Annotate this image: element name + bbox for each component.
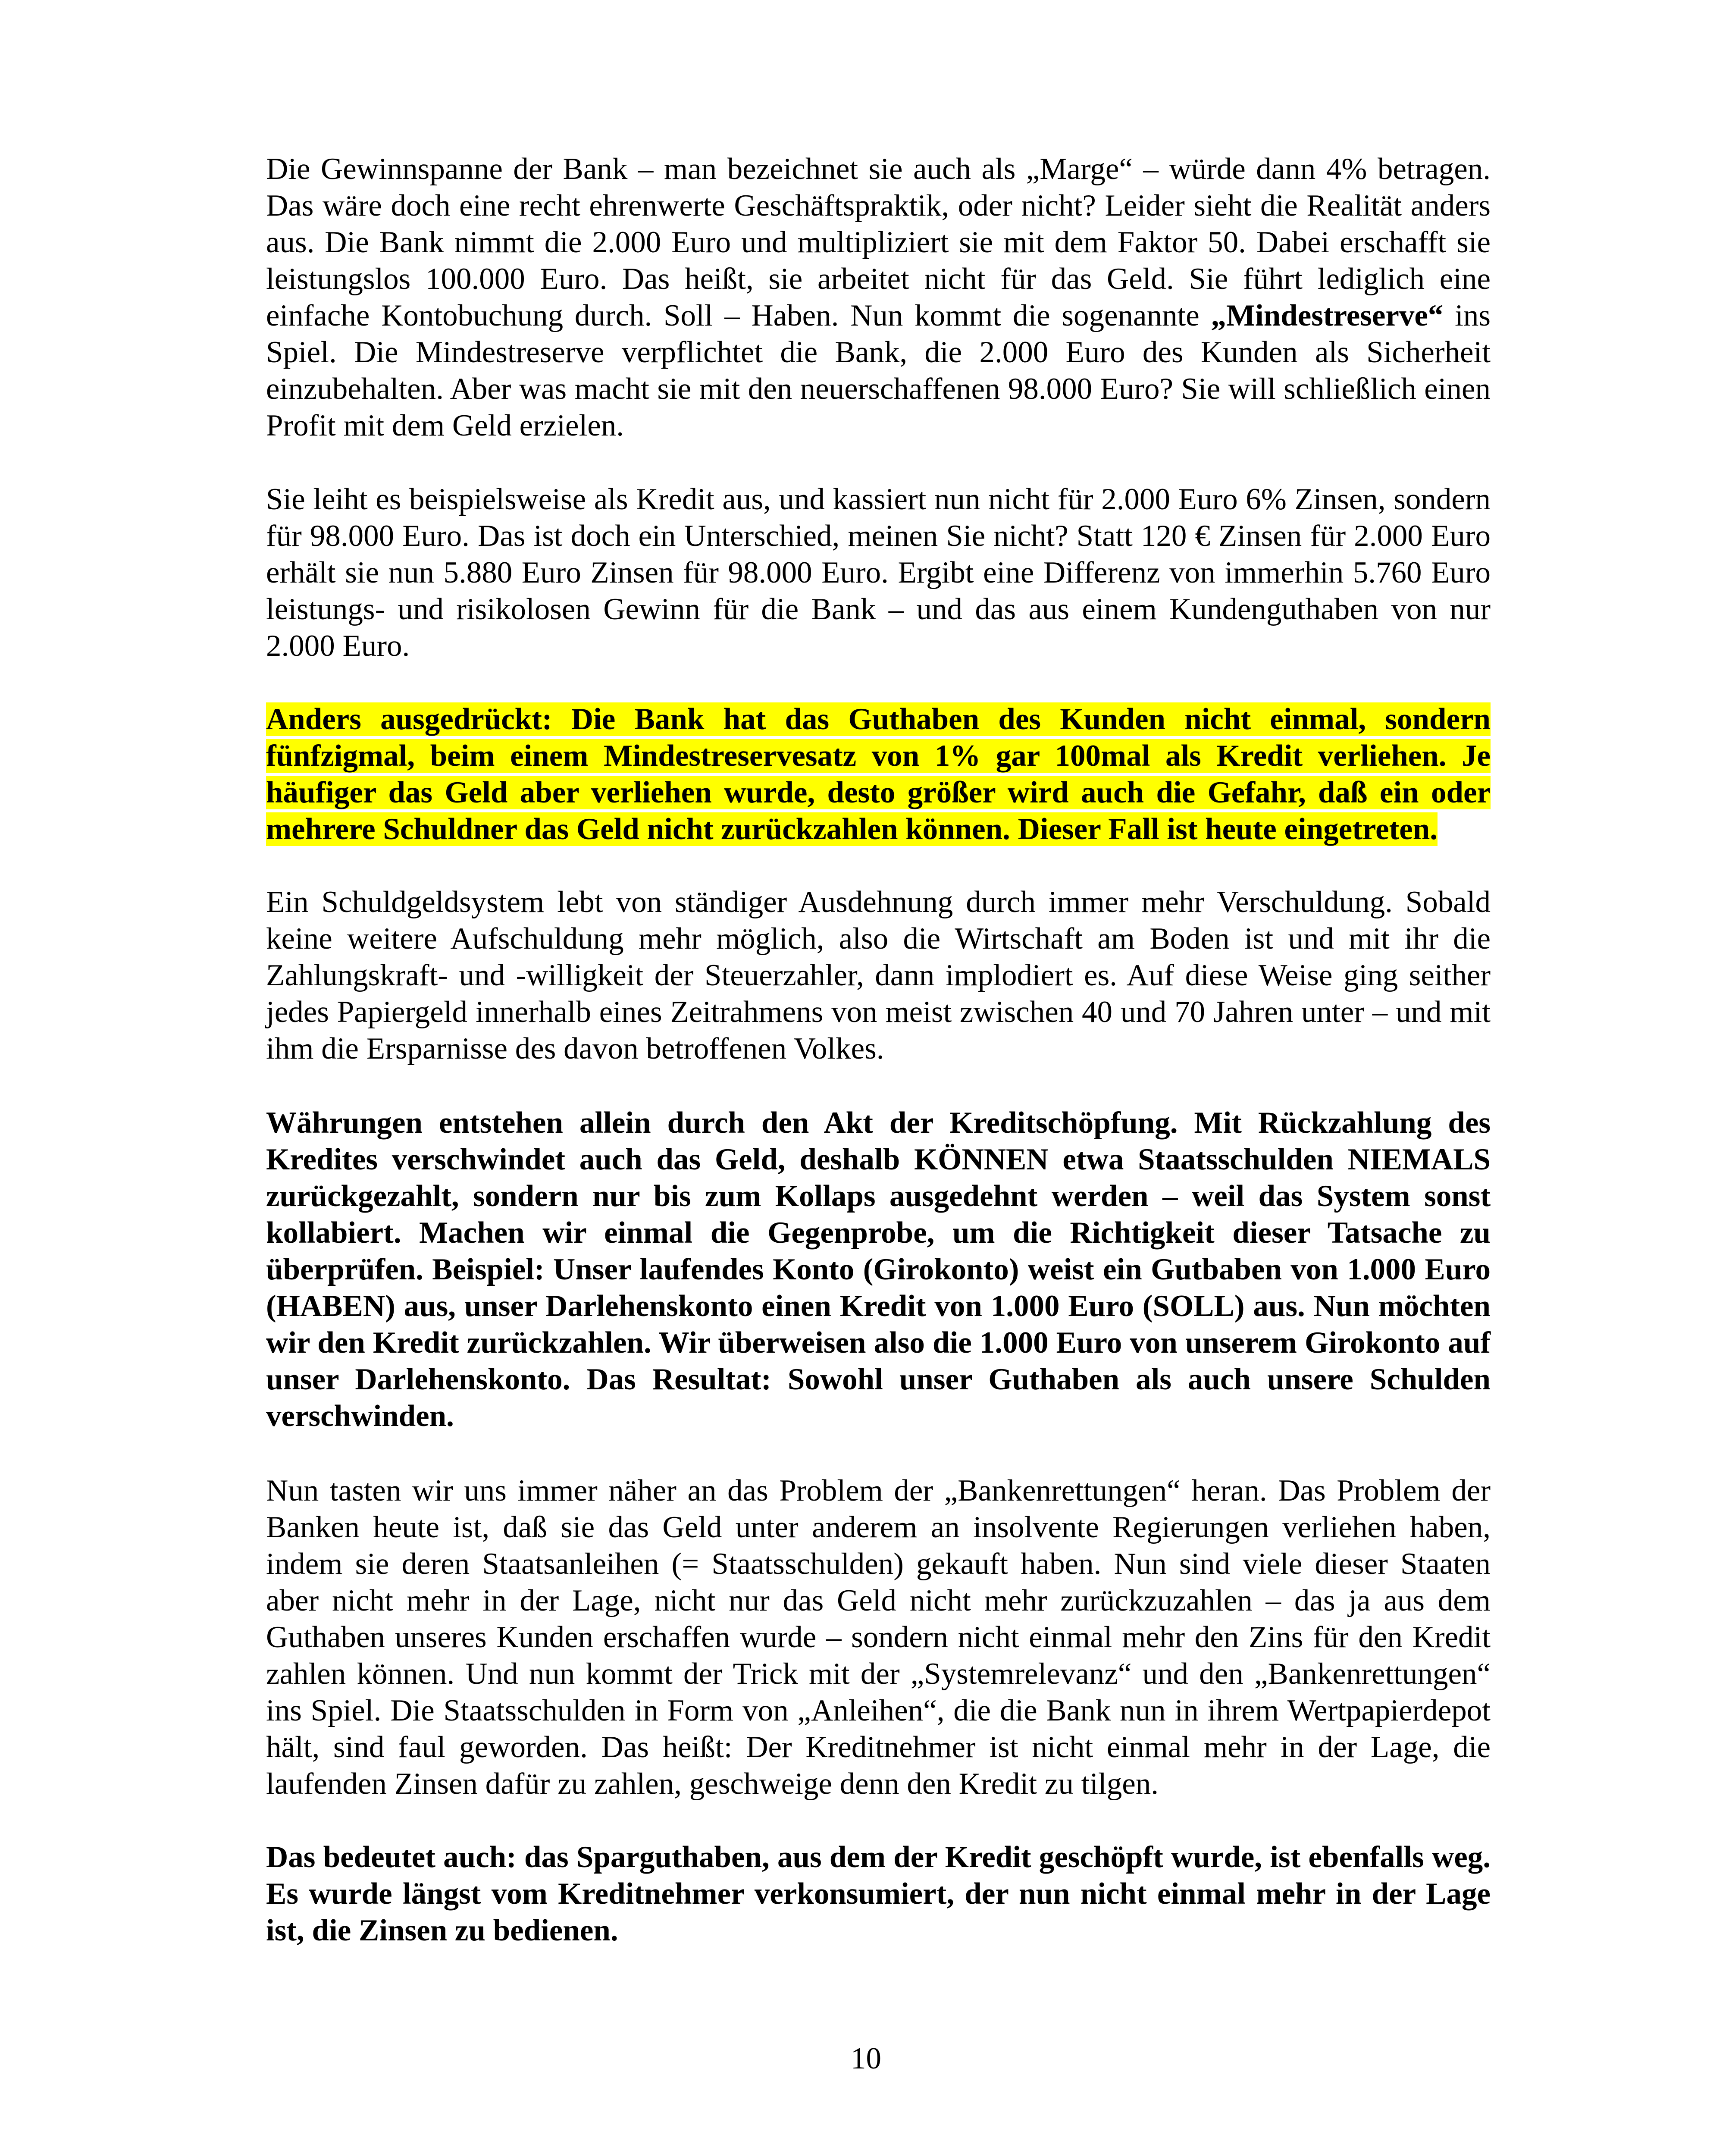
paragraph-text: Das bedeutet auch: das Sparguthaben, aus dem der Kredit geschöpft wurde, ist ebenfalls weg. Es wurde längst vom Kreditnehmer verkonsumiert, der nun nicht einmal mehr in der Lage ist, die Zinsen zu bedienen.: [266, 1840, 1491, 1947]
paragraph-kredit: [266, 481, 1491, 664]
paragraph-text: Währungen entstehen allein durch den Akt der Kreditschöpfung. Mit Rückzahlung des Kredites verschwindet auch das Geld, deshalb KÖNNEN etwa Staatsschulden NIEMALS zurückgezahlt, sondern nur bis zum Kollaps ausgedehnt werden – weil das System sonst kollabiert. Machen wir einmal die Gegenprobe, um die Richtigkeit dieser Tatsache zu überprüfen. Beispiel: Unser laufendes Konto (Girokonto) weist ein Gutbaben von 1.000 Euro (HABEN) aus, unser Darlehenskonto einen Kredit von 1.000 Euro (SOLL) aus. Nun möchten wir den Kredit zurückzahlen. Wir überweisen also die 1.000 Euro von unserem Girokonto auf unser Darlehenskonto. Das Resultat: Sowohl unser Guthaben als auch unsere Schulden verschwinden.: [266, 1106, 1491, 1433]
paragraph-waehrungen: [266, 1105, 1491, 1435]
page-number: 10: [851, 2042, 881, 2075]
paragraph-text: Ein Schuldgeldsystem lebt von ständiger Ausdehnung durch immer mehr Verschuldung. Sobald keine weitere Aufschuldung mehr möglich, also die Wirtschaft am Boden ist und mit ihr die Zahlungskraft- und -willigkeit der Steuerzahler, dann implodiert es. Auf diese Weise ging seither jedes Papiergeld innerhalb eines Zeitrahmens von meist zwischen 40 und 70 Jahren unter – und mit ihm die Ersparnisse des davon betroffenen Volkes.: [266, 885, 1491, 1065]
highlighted-text: Anders ausgedrückt: Die Bank hat das Guthaben des Kunden nicht einmal, sondern fünfzigmal, beim einem Mindestreservesatz von 1% gar 100mal als Kredit verliehen. Je häufiger das Geld aber verliehen wurde, desto größer wird auch die Gefahr, daß ein oder mehrere Schuldner das Geld nicht zurückzahlen können. Dieser Fall ist heute eingetreten.: [266, 702, 1491, 846]
paragraph-text: Sie leiht es beispielsweise als Kredit aus, und kassiert nun nicht für 2.000 Euro 6% Zinsen, sondern für 98.000 Euro. Das ist doch ein Unterschied, meinen Sie nicht? Statt 120 € Zinsen für 2.000 Euro erhält sie nun 5.880 Euro Zinsen für 98.000 Euro. Ergibt eine Differenz von immerhin 5.760 Euro leistungs- und risikolosen Gewinn für die Bank – und das aus einem Kundenguthaben von nur 2.000 Euro.: [266, 483, 1491, 663]
paragraph-schuldgeldsystem: [266, 884, 1491, 1067]
paragraph-highlighted: [266, 701, 1491, 848]
paragraph-sparguthaben: [266, 1839, 1491, 1949]
paragraph-text: ins Spiel. Die Mindestreserve verpflichtet die Bank, die 2.000 Euro des Kunden als Sicherheit einzubehalten. Aber was macht sie mit den neuerschaffenen 98.000 Euro? Sie will schließlich einen Profit mit dem Geld erzielen.: [266, 299, 1491, 442]
paragraph-bankenrettungen: [266, 1473, 1491, 1802]
paragraph-text: Nun tasten wir uns immer näher an das Problem der „Bankenrettungen“ heran. Das Problem der Banken heute ist, daß sie das Geld unter anderem an insolvente Regierungen verliehen haben, indem sie deren Staatsanleihen (= Staatsschulden) gekauft haben. Nun sind viele dieser Staaten aber nicht mehr in der Lage, nicht nur das Geld nicht mehr zurückzuzahlen – das ja aus dem Guthaben unseres Kunden erschaffen wurde – sondern nicht einmal mehr den Zins für den Kredit zahlen können. Und nun kommt der Trick mit der „Systemrelevanz“ und den „Bankenrettungen“ ins Spiel. Die Staatsschulden in Form von „Anleihen“, die die Bank nun in ihrem Wertpapierdepot hält, sind faul geworden. Das heißt: Der Kreditnehmer ist nicht einmal mehr in der Lage, die laufenden Zinsen dafür zu zahlen, geschweige denn den Kredit zu tilgen.: [266, 1474, 1491, 1801]
paragraph-marge: [266, 151, 1491, 444]
term-mindestreserve: „Mindestreserve“: [1211, 299, 1444, 332]
paragraph-text: Die Gewinnspanne der Bank – man bezeichnet sie auch als „Marge“ – würde dann 4% betragen. Das wäre doch eine recht ehrenwerte Geschäftspraktik, oder nicht? Leider sieht die Realität anders aus. Die Bank nimmt die 2.000 Euro und multipliziert sie mit dem Faktor 50. Dabei erschafft sie leistungslos 100.000 Euro. Das heißt, sie arbeitet nicht für das Geld. Sie führt lediglich eine einfache Kontobuchung durch. Soll – Haben. Nun kommt die sogenannte: [266, 152, 1491, 332]
